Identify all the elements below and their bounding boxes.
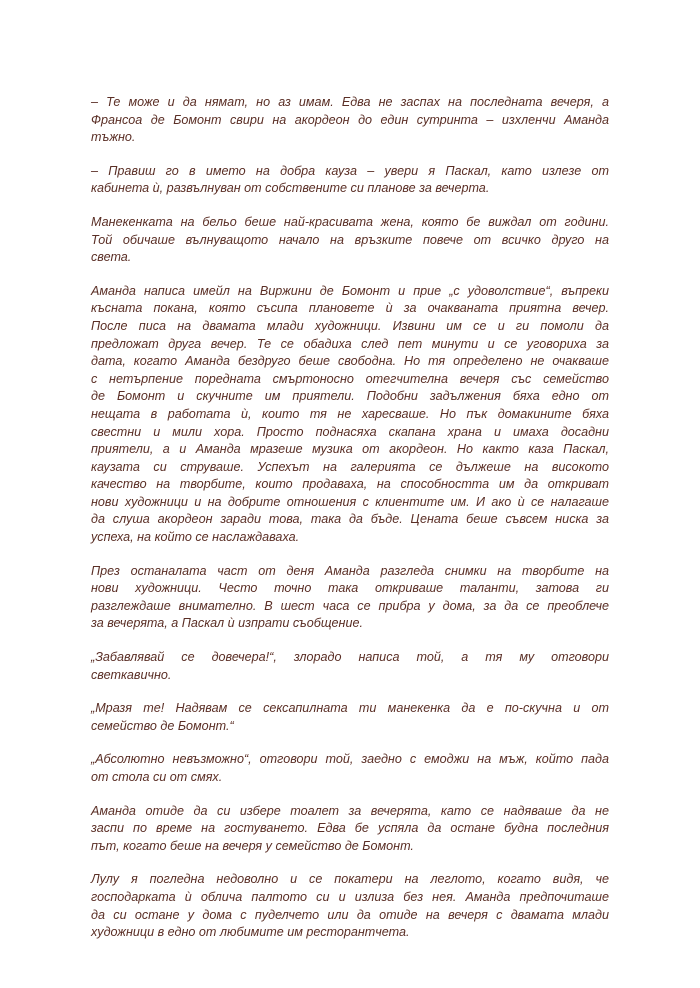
text-line: света. xyxy=(91,250,132,265)
text-line: заспи по време на гостуването. Едва бе успяла да остане будна последния xyxy=(91,821,609,836)
text-line: тъжно. xyxy=(91,130,136,145)
text-line: с нетърпение поредната смъртоносно отегчителна вечеря със семейство xyxy=(91,371,609,386)
paragraph-6 xyxy=(91,649,609,684)
paragraph-8 xyxy=(91,751,609,786)
text-line: „Абсолютно невъзможно“, отговори той, заедно с емоджи на мъж, който пада xyxy=(91,752,609,767)
text-line: от стола си от смях. xyxy=(91,770,223,784)
text-line: успеха, на който се наслаждаваха. xyxy=(91,530,300,545)
text-line: да си остане у дома с пуделчето или да отиде на вечеря с двамата млади xyxy=(91,907,609,922)
text-line: разглеждаше внимателно. В шест часа се прибра у дома, за да се преоблече xyxy=(91,598,609,613)
text-line: късната покана, която съсипа плановете ѝ за очакваната приятна вечер. xyxy=(91,301,609,316)
text-line: – Правиш го в името на добра кауза – увери я Паскал, като излезе от xyxy=(91,163,609,178)
text-line: Манекенката на бельо беше най-красивата жена, която бе виждал от години. xyxy=(91,214,609,229)
text-line: Той обичаше вълнуващото начало на връзките повече от всичко друго на xyxy=(91,232,609,247)
text-line: да слуша акордеон заради това, така да бъде. Цената беше съвсем ниска за xyxy=(91,512,609,527)
text-line: Франсоа де Бомонт свири на акордеон до един сутринта – изхленчи Аманда xyxy=(91,112,609,127)
paragraph-9 xyxy=(91,803,609,856)
text-line: „Забавлявай се довечера!“, злорадо написа той, а тя му отговори xyxy=(91,650,609,665)
text-line: семейство де Бомонт.“ xyxy=(91,718,234,733)
document-page xyxy=(91,94,609,958)
text-line: После писа на двамата млади художници. Извини им се и ги помоли да xyxy=(91,318,609,333)
paragraph-10 xyxy=(91,871,609,941)
paragraph-1 xyxy=(91,94,609,147)
text-line: През останалата част от деня Аманда разгледа снимки на творбите на xyxy=(91,563,609,578)
paragraph-7 xyxy=(91,700,609,735)
text-line: каузата си струваше. Успехът на галерията се дължеше на високото xyxy=(91,459,609,474)
text-line: кабинета ѝ, развълнуван от собствените си планове за вечерта. xyxy=(91,181,490,196)
text-line: нови художници. Често точно така откриваше таланти, затова ги xyxy=(91,581,609,596)
text-line: нови художници и на добрите отношения с клиентите им. И ако ѝ се налагаше xyxy=(91,494,609,509)
text-line: Аманда написа имейл на Виржини де Бомонт и прие „с удоволствие“, въпреки xyxy=(91,283,609,298)
paragraph-2 xyxy=(91,163,609,198)
text-line: художници в едно от любимите им ресторантчета. xyxy=(91,925,410,940)
paragraph-3 xyxy=(91,214,609,267)
text-line: за вечерята, а Паскал ѝ изпрати съобщение. xyxy=(91,616,363,631)
text-line: свестни и мили хора. Просто поднасяха скапана храна и имаха досадни xyxy=(91,424,609,439)
paragraph-5 xyxy=(91,563,609,633)
text-line: „Мразя те! Надявам се сексапилната ти манекенка да е по-скучна и от xyxy=(91,701,609,716)
text-line: приятели, а и Аманда мразеше музика от акордеон. Но както каза Паскал, xyxy=(91,442,609,457)
text-line: господарката ѝ облича палтото си и излиза без нея. Аманда предпочиташе xyxy=(91,889,609,904)
text-line: качество на творбите, които продаваха, на способността им да откриват xyxy=(91,477,609,492)
text-line: дата, когато Аманда бездруго беше свободна. Но тя определено не очакваше xyxy=(91,354,609,369)
paragraph-4 xyxy=(91,283,609,547)
text-line: нещата в работата ѝ, които тя не харесваше. Но пък домакините бяха xyxy=(91,406,609,421)
text-line: – Те може и да нямат, но аз имам. Едва не заспах на последната вечеря, а xyxy=(91,95,609,109)
text-line: Аманда отиде да си избере тоалет за вечерята, като се надяваше да не xyxy=(91,803,609,818)
text-line: предложат друга вечер. Те се обадиха след пет минути и се уговориха за xyxy=(91,336,609,351)
text-line: път, когато беше на вечеря у семейство де Бомонт. xyxy=(91,838,414,853)
text-line: Лулу я погледна недоволно и се покатери на леглото, когато видя, че xyxy=(91,872,609,887)
text-line: светкавично. xyxy=(91,667,172,682)
text-line: де Бомонт и скучните им приятели. Подобни задължения бяха едно от xyxy=(91,389,609,404)
